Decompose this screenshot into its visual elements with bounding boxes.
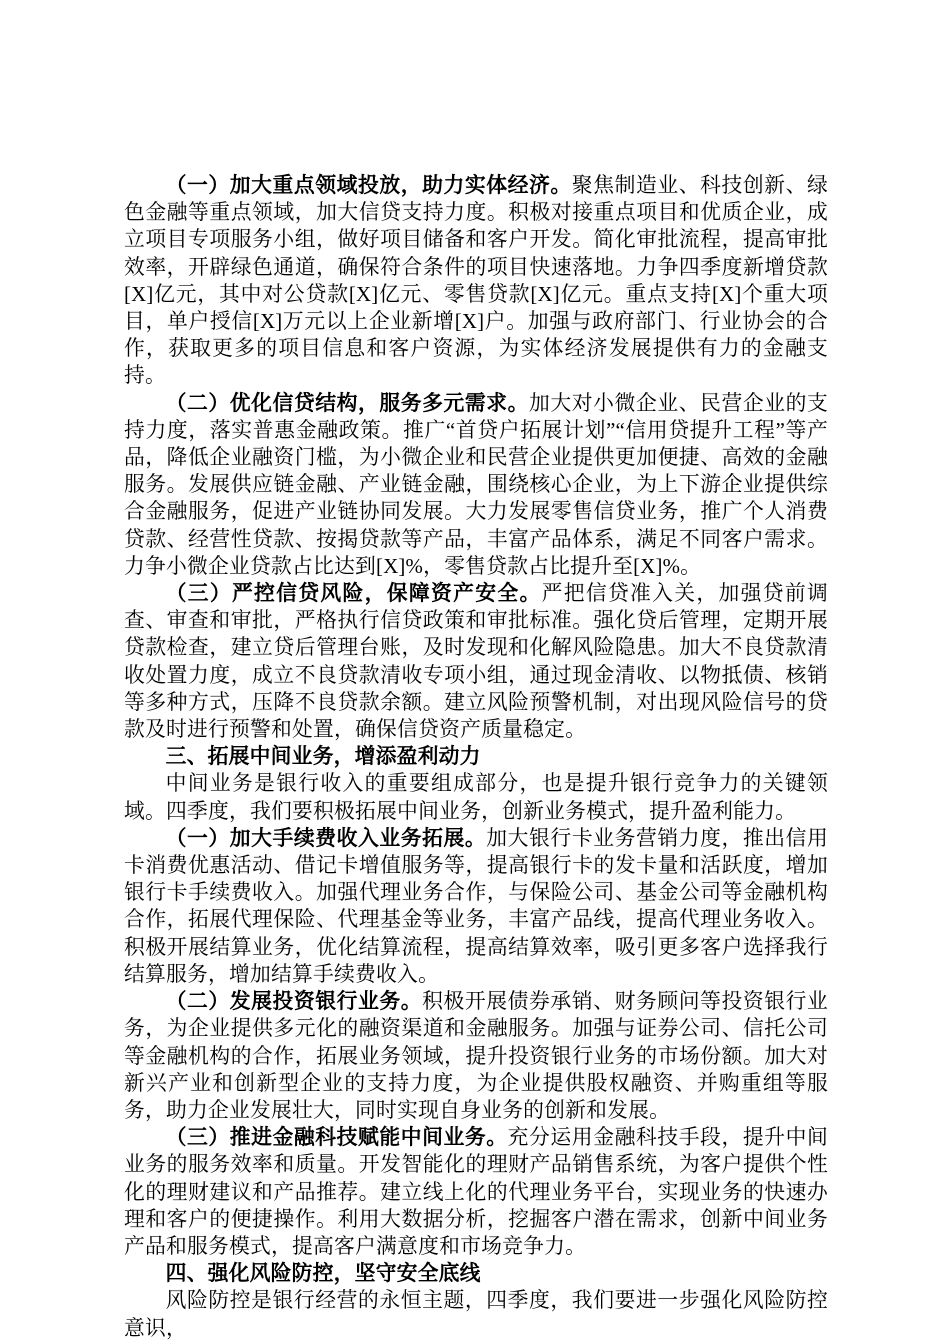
- body-paragraph: [124, 580, 828, 743]
- body-paragraph: [124, 390, 828, 580]
- body-paragraph: [124, 770, 828, 824]
- body-paragraph: [124, 1287, 828, 1341]
- body-paragraph: [124, 988, 828, 1124]
- paragraph-text: 风险防控是银行经营的永恒主题，四季度，我们要进一步强化风险防控意识，: [124, 1289, 828, 1340]
- paragraph-text: 加大银行卡业务营销力度，推出信用卡消费优惠活动、借记卡增值服务等，提高银行卡的发卡量和活跃度，增加银行卡手续费收入。加强代理业务合作，与保险公司、基金公司等金融机构合作，拓展代理保险、代理基金等业务，丰富产品线，提高代理业务收入。积极开展结算业务，优化结算流程，提高结算效率，吸引更多客户选择我行结算服务，增加结算手续费收入。: [124, 826, 828, 986]
- paragraph-text: 中间业务是银行收入的重要组成部分，也是提升银行竞争力的关键领域。四季度，我们要积极拓展中间业务，创新业务模式，提升盈利能力。: [124, 772, 828, 823]
- document-body: [124, 172, 828, 1342]
- section-heading-text: 四、强化风险防控，坚守安全底线: [165, 1262, 481, 1286]
- paragraph-text: 聚焦制造业、科技创新、绿色金融等重点领域，加大信贷支持力度。积极对接重点项目和优质企业，成立项目专项服务小组，做好项目储备和客户开发。简化审批流程，提高审批效率，开辟绿色通道，确保符合条件的项目快速落地。力争四季度新增贷款[X]亿元，其中对公贷款[X]亿元、零售贷款[X]亿元。重点支持[X]个重大项目，单户授信[X]万元以上企业新增[X]户。加强与政府部门、行业协会的合作，获取更多的项目信息和客户资源，为实体经济发展提供有力的金融支持。: [124, 174, 828, 388]
- body-paragraph: [124, 825, 828, 988]
- body-paragraph: [124, 172, 828, 390]
- section-heading: [124, 743, 828, 770]
- paragraph-lead-in: （三）推进金融科技赋能中间业务。: [165, 1126, 508, 1150]
- paragraph-lead-in: （三）严控信贷风险，保障资产安全。: [165, 582, 542, 606]
- paragraph-text: 严把信贷准入关，加强贷前调查、审查和审批，严格执行信贷政策和审批标准。强化贷后管理，定期开展贷款检查，建立贷后管理台账，及时发现和化解风险隐患。加大不良贷款清收处置力度，成立不良贷款清收专项小组，通过现金清收、以物抵债、核销等多种方式，压降不良贷款余额。建立风险预警机制，对出现风险信号的贷款及时进行预警和处置，确保信贷资产质量稳定。: [124, 582, 829, 742]
- paragraph-lead-in: （二）发展投资银行业务。: [165, 990, 423, 1014]
- paragraph-lead-in: （一）加大手续费收入业务拓展。: [165, 826, 487, 850]
- body-paragraph: [124, 1124, 828, 1260]
- paragraph-text: 充分运用金融科技手段，提升中间业务的服务效率和质量。开发智能化的理财产品销售系统，为客户提供个性化的理财建议和产品推荐。建立线上化的代理业务平台，实现业务的快速办理和客户的便捷操作。利用大数据分析，挖掘客户潜在需求，创新中间业务产品和服务模式，提高客户满意度和市场竞争力。: [124, 1126, 828, 1258]
- paragraph-text: 加大对小微企业、民营企业的支持力度，落实普惠金融政策。推广“首贷户拓展计划”“信用贷提升工程”等产品，降低企业融资门槛，为小微企业和民营企业提供更加便捷、高效的金融服务。发展供应链金融、产业链金融，围绕核心企业，为上下游企业提供综合金融服务，促进产业链协同发展。大力发展零售信贷业务，推广个人消费贷款、经营性贷款、按揭贷款等产品，丰富产品体系，满足不同客户需求。力争小微企业贷款占比达到[X]%，零售贷款占比提升至[X]%。: [124, 391, 828, 578]
- section-heading-text: 三、拓展中间业务，增添盈利动力: [165, 745, 481, 769]
- paragraph-lead-in: （二）优化信贷结构，服务多元需求。: [165, 391, 530, 415]
- section-heading: [124, 1260, 828, 1287]
- paragraph-lead-in: （一）加大重点领域投放，助力实体经济。: [165, 174, 572, 197]
- paragraph-text: 积极开展债券承销、财务顾问等投资银行业务，为企业提供多元化的融资渠道和金融服务。加强与证券公司、信托公司等金融机构的合作，拓展业务领域，提升投资银行业务的市场份额。加大对新兴产业和创新型企业的支持力度，为企业提供股权融资、并购重组等服务，助力企业发展壮大，同时实现自身业务的创新和发展。: [124, 990, 828, 1122]
